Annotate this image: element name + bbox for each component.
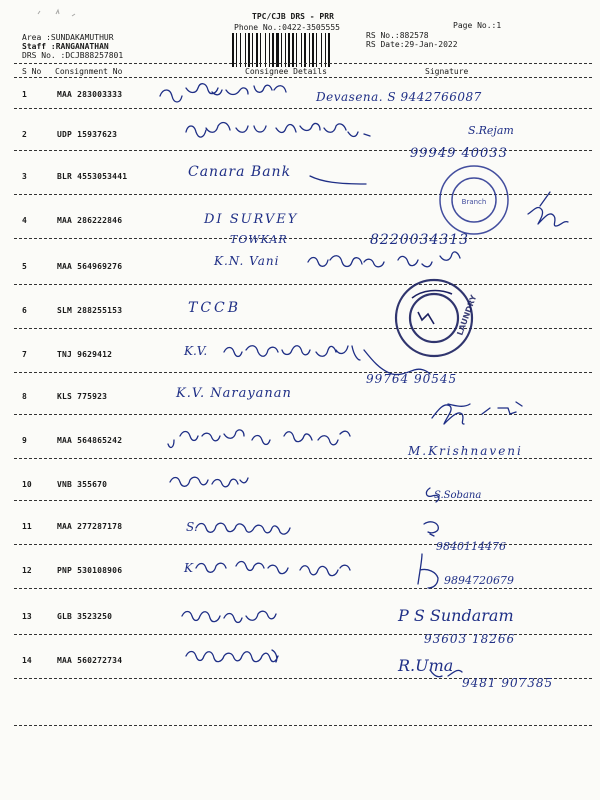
r13-name-scribble (182, 611, 276, 622)
row-sno: 2 (22, 130, 27, 139)
col-consignee: Consignee Details (245, 67, 327, 76)
rs-number: RS No.:882578 (366, 31, 429, 40)
col-signature: Signature (425, 67, 469, 76)
rs-date: RS Date:29-Jan-2022 (366, 40, 458, 49)
r12-signature (418, 554, 438, 588)
bank-stamp (434, 160, 514, 240)
r3-consignee: Canara Bank (188, 164, 292, 180)
r5-name-scribble (308, 252, 460, 267)
r2-phone: 99949 40033 (410, 146, 508, 161)
round-stamp-text: LAUNDRY (455, 293, 478, 337)
col-sno: S No (22, 67, 42, 76)
r5-consignee: K.N. Vani (214, 254, 280, 268)
round-seal-stamp (392, 272, 478, 364)
row-consignment: MAA 286222846 (57, 216, 123, 225)
page-number: Page No.:1 (453, 21, 502, 30)
phone-number: Phone No.:0422-3505555 (234, 23, 340, 32)
row-sno: 3 (22, 172, 27, 181)
row-sno: 5 (22, 262, 27, 271)
r14-signature: R.Uma (398, 656, 454, 675)
row-consignment: GLB 3523250 (57, 612, 113, 621)
r11-name-scribble (196, 523, 290, 534)
row-consignment: KLS 775923 (57, 392, 108, 401)
row-sno: 6 (22, 306, 27, 315)
r12-name-scribble (196, 562, 350, 576)
row-sno: 1 (22, 90, 27, 99)
r3-underline (310, 176, 366, 184)
row-sno: 4 (22, 216, 27, 225)
svg-text:Branch: Branch (461, 198, 487, 206)
row-sno: 8 (22, 392, 27, 401)
sheet-title: TPC/CJB DRS - PRR (252, 12, 334, 21)
staff-label: Staff :RANGANATHAN (22, 42, 109, 51)
row-sno: 10 (22, 480, 32, 489)
r7-consignee: K.V. (184, 344, 208, 358)
row-consignment: SLM 288255153 (57, 306, 123, 315)
row-consignment: MAA 560272734 (57, 656, 123, 665)
r1-consignee-text: Devasena. S 9442766087 (316, 90, 482, 104)
r2-name-scribble (186, 123, 370, 138)
r10-name-scribble (170, 477, 248, 487)
r12-phone: 9894720679 (444, 574, 514, 587)
col-consignment: Consignment No (55, 67, 123, 76)
row-sno: 13 (22, 612, 32, 621)
row-consignment: PNP 530108906 (57, 566, 123, 575)
row-sno: 12 (22, 566, 32, 575)
row-consignment: MAA 277287178 (57, 522, 123, 531)
r9-signature: M.Krishnaveni (408, 444, 523, 458)
drs-number: DRS No. :DCJB88257801 (22, 51, 124, 60)
r11-consignee: S. (186, 520, 198, 534)
r7-phone: 99764 90545 (366, 372, 458, 386)
r4-consignee-line2: TOWKAR (230, 233, 288, 246)
row-sno: 7 (22, 350, 27, 359)
r1-name-scribble (160, 84, 286, 102)
r9-name-scribble (168, 430, 350, 448)
row-consignment: VNB 355670 (57, 480, 108, 489)
r8-signature (432, 402, 522, 424)
area-label: Area :SUNDAKAMUTHUR (22, 33, 114, 42)
row-consignment: MAA 564865242 (57, 436, 123, 445)
row-consignment: BLR 4553053441 (57, 172, 128, 181)
r7-name-scribble (224, 346, 360, 360)
r14-phone: 9481 907385 (462, 676, 554, 690)
r14-name-scribble (186, 650, 278, 662)
row-sno: 11 (22, 522, 32, 531)
r2-signature: S.Rejam (468, 124, 514, 137)
row-sno: 9 (22, 436, 27, 445)
r4-phone: 8220034313 (370, 232, 470, 248)
r10-signature: S.Sobana (434, 490, 482, 501)
r4-signature (528, 192, 568, 226)
r13-signature: P S Sundaram (398, 606, 514, 625)
row-consignment: MAA 564969276 (57, 262, 123, 271)
r11-signature (424, 522, 438, 536)
row-sno: 14 (22, 656, 32, 665)
bottom-divider (14, 725, 592, 726)
row-consignment: UDP 15937623 (57, 130, 118, 139)
row-consignment: MAA 283003333 (57, 90, 123, 99)
r13-phone: 93603 18266 (424, 632, 516, 646)
row-consignment: TNJ 9629412 (57, 350, 113, 359)
r11-phone: 9840114476 (436, 540, 506, 553)
r6-consignee: TCCB (188, 300, 242, 316)
r4-consignee: DI SURVEY (204, 212, 299, 227)
r12-consignee: K (184, 561, 193, 575)
r8-consignee: K.V. Narayanan (176, 386, 292, 401)
